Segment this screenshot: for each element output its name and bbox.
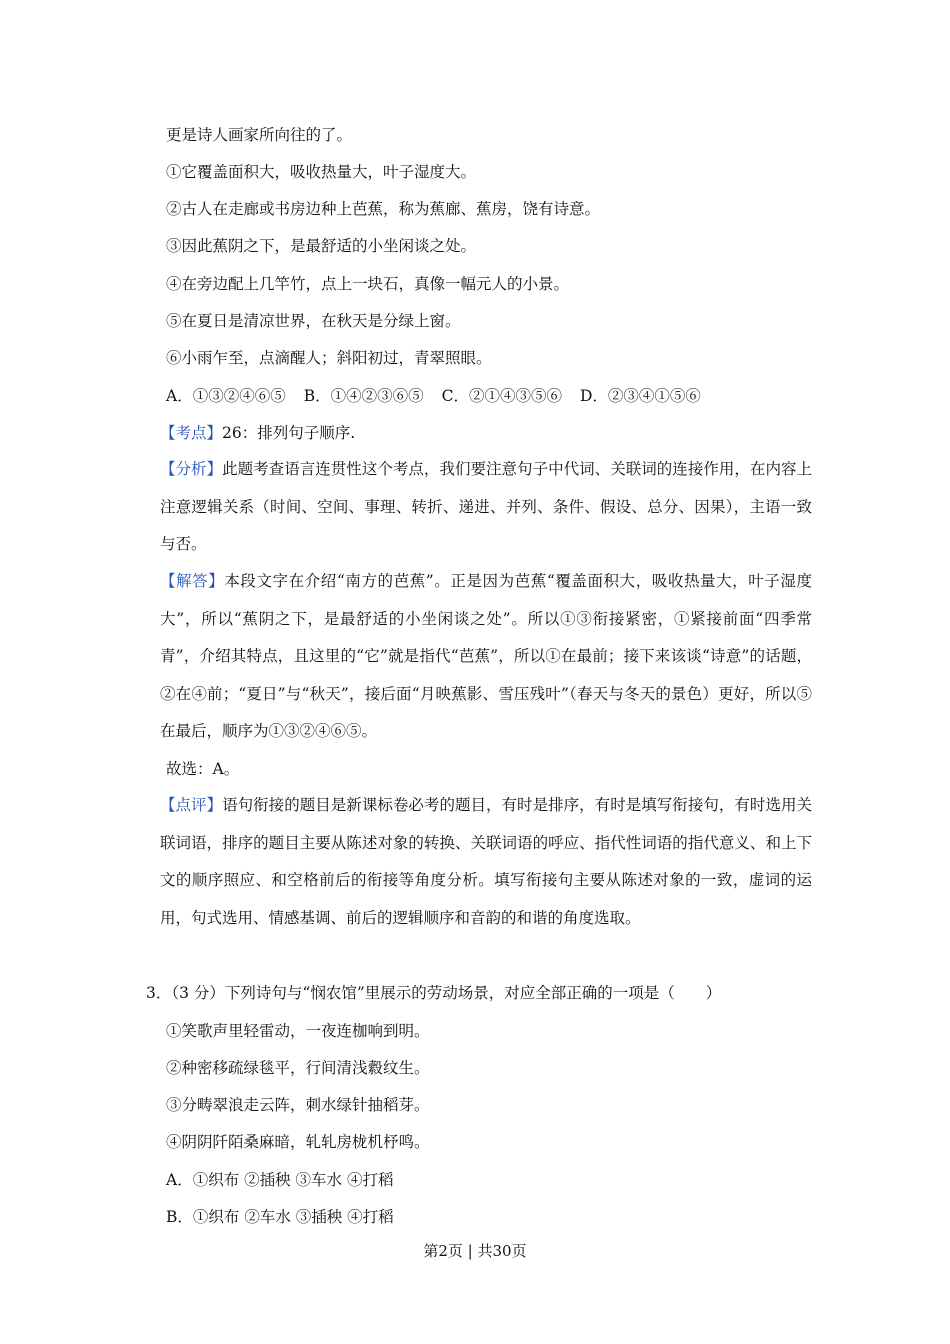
q3-stem: 3．（3 分）下列诗句与“悯农馆”里展示的劳动场景，对应全部正确的一项是（ ） <box>146 984 722 1002</box>
q2-option-b: B．①④②③⑥⑤ <box>303 387 424 405</box>
jieda-tag: 【解答】 <box>160 572 225 590</box>
fenxi-text: 此题考查语言连贯性这个考点，我们要注意句子中代词、关联词的连接作用，在内容上注意逻辑关系（时间、空间、事理、转折、递进、并列、条件、假设、总分、因果），主语一致与否。 <box>160 460 812 553</box>
fenxi-section <box>160 451 812 564</box>
jieda-text: 本段文字在介绍“南方的芭蕉”。正是因为芭蕉“覆盖面积大，吸收热量大，叶子湿度大”，所以“蕉阴之下，是最舒适的小坐闲谈之处”。所以①③衔接紧密，①紧接前面“四季常青”，介绍其特点，且这里的“它”就是指代“芭蕉”，所以①在最前；接下来该谈“诗意”的话题，②在④前；“夏日”与“秋天”，接后面“月映蕉影、雪压残叶”（春天与冬天的景色）更好，所以⑤在最后，顺序为①③②④⑥⑤。 <box>160 572 812 740</box>
intro-tail: 更是诗人画家所向往的了。 <box>166 126 353 144</box>
q3-option-a: A．①织布 ②插秧 ③车水 ④打稻 <box>166 1171 394 1189</box>
sentence-3: ③因此蕉阴之下，是最舒适的小坐闲谈之处。 <box>166 237 477 255</box>
q3-line-4: ④阴阴阡陌桑麻暗，轧轧房栊机杼鸣。 <box>166 1133 430 1151</box>
page-footer: 第2页 | 共30页 <box>423 1242 527 1260</box>
dianping-tag: 【点评】 <box>160 796 223 814</box>
jieda-section <box>160 563 812 751</box>
kaodian-section <box>160 422 355 444</box>
q3-line-3: ③分畴翠浪走云阵，刺水绿针抽稻芽。 <box>166 1096 430 1114</box>
sentence-4: ④在旁边配上几竿竹，点上一块石，真像一幅元人的小景。 <box>166 275 570 293</box>
sentence-5: ⑤在夏日是清凉世界，在秋天是分绿上窗。 <box>166 312 461 330</box>
q3-line-1: ①笑歌声里轻雷动，一夜连枷响到明。 <box>166 1022 430 1040</box>
q3-line-2: ②种密移疏绿毯平，行间清浅縠纹生。 <box>166 1059 430 1077</box>
kaodian-text: 26：排列句子顺序. <box>222 424 356 442</box>
kaodian-tag: 【考点】 <box>160 424 223 442</box>
q2-options <box>166 385 719 407</box>
q2-option-a: A．①③②④⑥⑤ <box>166 387 286 405</box>
sentence-2: ②古人在走廊或书房边种上芭蕉，称为蕉廊、蕉房，饶有诗意。 <box>166 200 601 218</box>
q2-option-c: C．②①④③⑤⑥ <box>441 387 562 405</box>
sentence-6: ⑥小雨乍至，点滴醒人；斜阳初过，青翠照眼。 <box>166 349 492 367</box>
answer-line: 故选：A。 <box>166 760 240 778</box>
q2-option-d: D．②③④①⑤⑥ <box>579 387 701 405</box>
fenxi-tag: 【分析】 <box>160 460 223 478</box>
dianping-text: 语句衔接的题目是新课标卷必考的题目，有时是排序，有时是填写衔接句，有时选用关联词语，排序的题目主要从陈述对象的转换、关联词语的呼应、指代性词语的指代意义、和上下文的顺序照应、和空格前后的衔接等角度分析。填写衔接句主要从陈述对象的一致，虚词的运用，句式选用、情感基调、前后的逻辑顺序和音韵的和谐的角度选取。 <box>160 796 812 927</box>
sentence-1: ①它覆盖面积大，吸收热量大，叶子湿度大。 <box>166 163 477 181</box>
q3-option-b: B．①织布 ②车水 ③插秧 ④打稻 <box>166 1208 394 1226</box>
dianping-section <box>160 787 812 937</box>
